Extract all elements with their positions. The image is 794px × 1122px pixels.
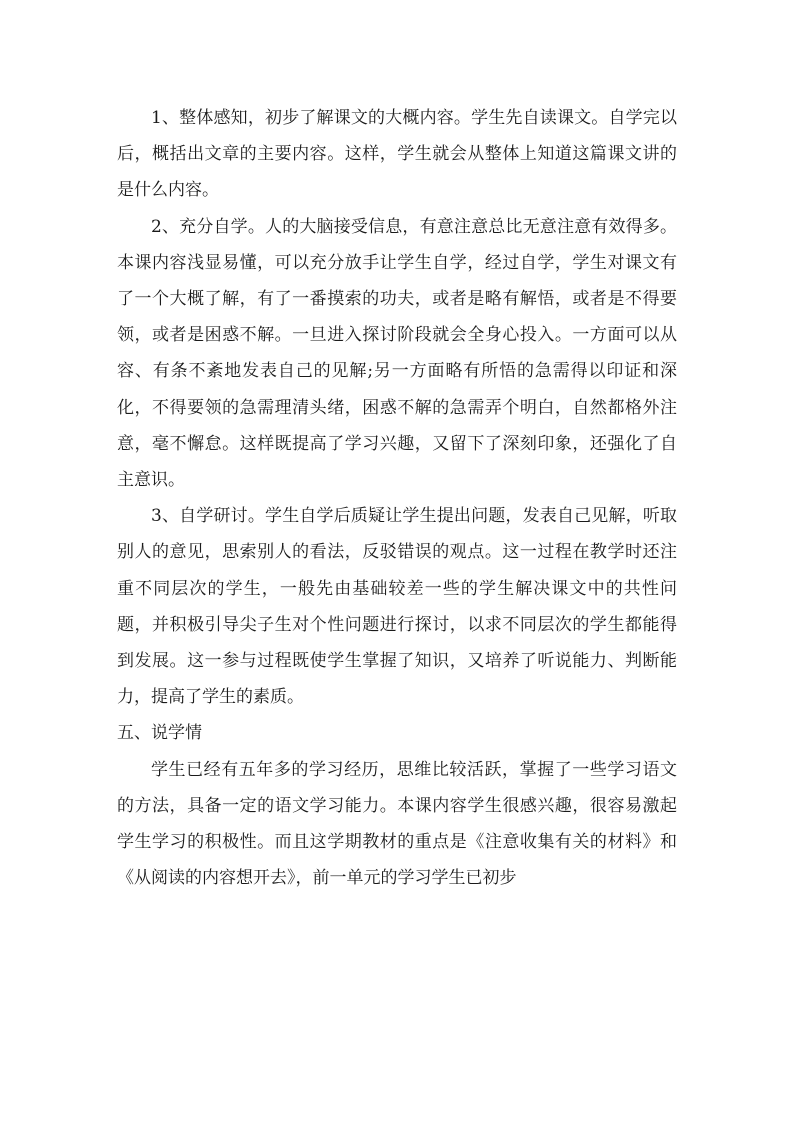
- document-body: [117, 100, 677, 896]
- paragraph-overall-perception: 1、整体感知，初步了解课文的大概内容。学生先自读课文。自学完以后，概括出文章的主要内容。这样，学生就会从整体上知道这篇课文讲的是什么内容。: [117, 108, 677, 201]
- section-heading: 五、说学情: [117, 723, 202, 744]
- paragraph-study-discussion: 3、自学研讨。学生自学后质疑让学生提出问题，发表自己见解，听取别人的意见，思索别人的看法，反驳错误的观点。这一过程在教学时还注重不同层次的学生，一般先由基础较差一些的学生解决课文中的共性问题，并积极引导尖子生对个性问题进行探讨，以求不同层次的学生都能得到发展。这一参与过程既使学生掌握了知识，又培养了听说能力、判断能力，提高了学生的素质。: [117, 506, 677, 708]
- paragraph-student-situation: 学生已经有五年多的学习经历，思维比较活跃，掌握了一些学习语文的方法，具备一定的语文学习能力。本课内容学生很感兴趣，很容易激起学生学习的积极性。而且这学期教材的重点是《注意收集有关的材料》和《从阅读的内容想开去》，前一单元的学习学生已初步: [117, 759, 677, 889]
- paragraph-self-study: 2、充分自学。人的大脑接受信息，有意注意总比无意注意有效得多。本课内容浅显易懂，可以充分放手让学生自学，经过自学，学生对课文有了一个大概了解，有了一番摸索的功夫，或者是略有解悟，或者是不得要领，或者是困惑不解。一旦进入探讨阶段就会全身心投入。一方面可以从容、有条不紊地发表自己的见解;另一方面略有所悟的急需得以印证和深化，不得要领的急需理清头绪，困惑不解的急需弄个明白，自然都格外注意，毫不懈怠。这样既提高了学习兴趣，又留下了深刻印象，还强化了自主意识。: [117, 216, 677, 491]
